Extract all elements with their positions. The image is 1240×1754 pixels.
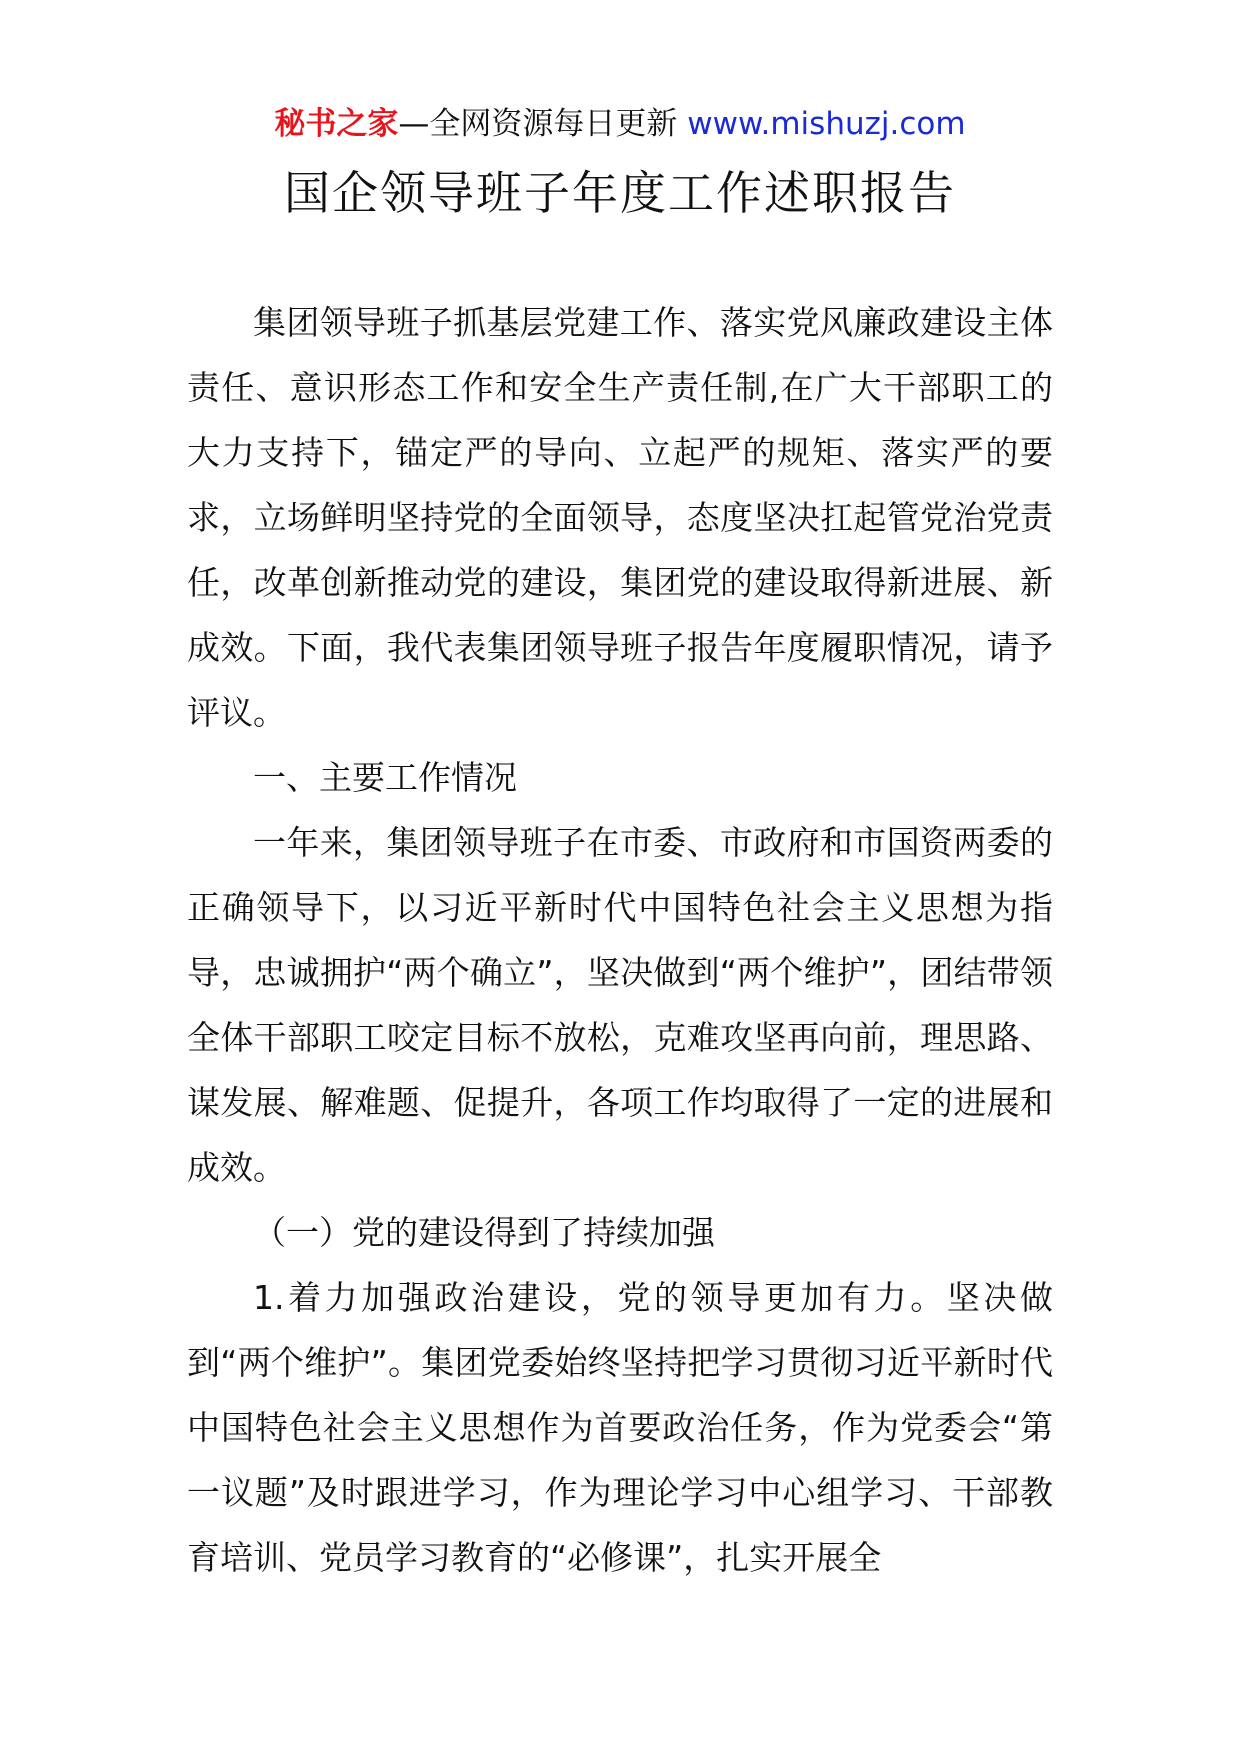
section-heading-main-work: 一、主要工作情况 [253, 758, 517, 797]
subsection-heading-party-building: （一）党的建设得到了持续加强 [253, 1213, 715, 1252]
site-brand: 秘书之家 [274, 106, 399, 142]
site-slogan: —全网资源每日更新 [398, 106, 678, 142]
site-url-link[interactable]: www.mishuzj.com [687, 106, 966, 142]
document-title: 国企领导班子年度工作述职报告 [284, 166, 956, 220]
paragraph-intro: 集团领导班子抓基层党建工作、落实党风廉政建设主体责任、意识形态工作和安全生产责任制,在广大干部职工的大力支持下，锚定严的导向、立起严的规矩、落实严的要求，立场鲜明坚持党的全面领导，态度坚决扛起管党治党责任，改革创新推动党的建设，集团党的建设取得新进展、新成效。下面，我代表集团领导班子报告年度履职情况，请予评议。 [187, 303, 1053, 732]
paragraph-political-construction: 1.着力加强政治建设，党的领导更加有力。坚决做到“两个维护”。集团党委始终坚持把学习贯彻习近平新时代中国特色社会主义思想作为首要政治任务，作为党委会“第一议题”及时跟进学习，作为理论学习中心组学习、干部教育培训、党员学习教育的“必修课”，扎实开展全 [187, 1278, 1053, 1577]
paragraph-overview: 一年来，集团领导班子在市委、市政府和市国资两委的正确领导下，以习近平新时代中国特色社会主义思想为指导，忠诚拥护“两个确立”，坚决做到“两个维护”，团结带领全体干部职工咬定目标不放松，克难攻坚再向前，理思路、谋发展、解难题、促提升，各项工作均取得了一定的进展和成效。 [187, 823, 1053, 1187]
site-header [0, 104, 1240, 144]
document-body [187, 290, 1053, 1590]
